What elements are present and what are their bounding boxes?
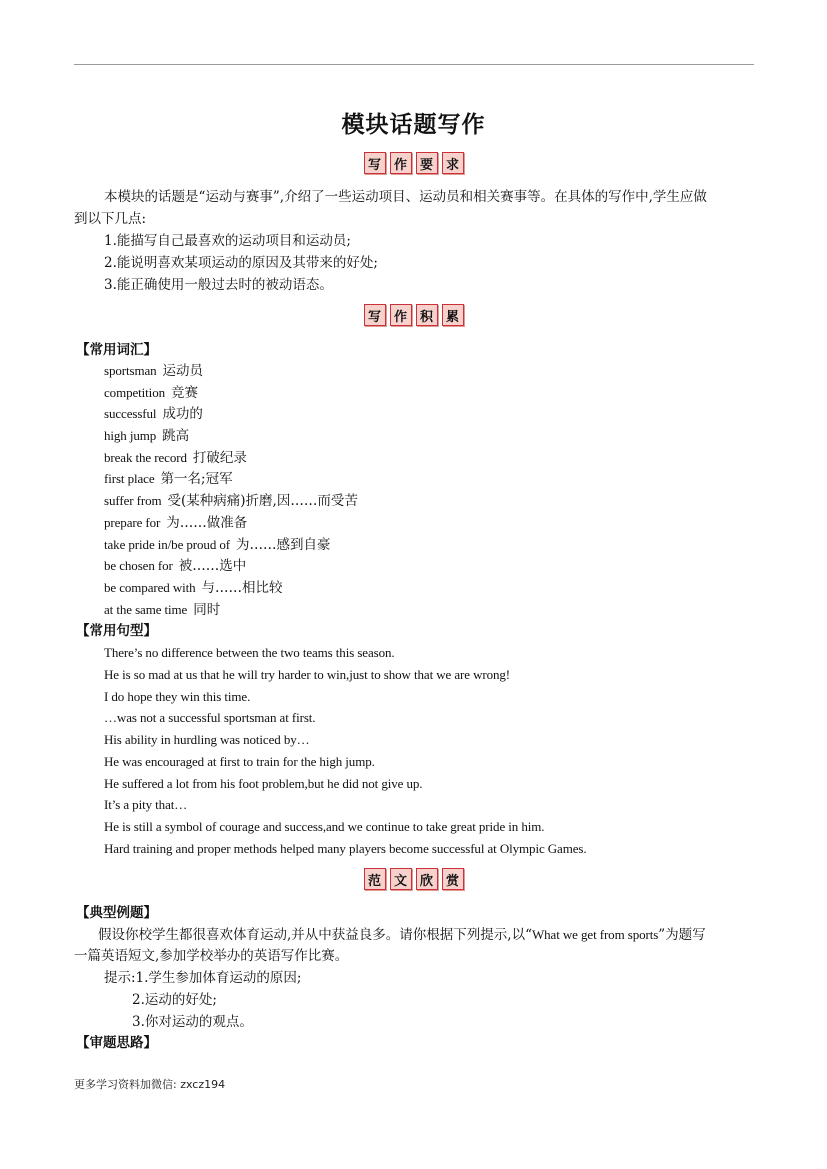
page-title: 模块话题写作 <box>341 111 486 138</box>
sentence-item: There’s no difference between the two teams this season. <box>104 645 395 660</box>
banner-char: 求 <box>442 152 464 174</box>
footer-note: 更多学习资料加微信: zxcz194 <box>74 1078 226 1091</box>
vocab-en: be compared with <box>104 580 196 595</box>
banner-char: 文 <box>390 868 412 890</box>
vocab-cn: 跳高 <box>162 428 190 444</box>
vocab-item <box>104 404 203 424</box>
banner-char: 要 <box>416 152 438 174</box>
section-banner-appreciation <box>0 868 827 892</box>
banner-char: 累 <box>442 304 464 326</box>
banner-char: 作 <box>390 152 412 174</box>
vocab-item <box>104 491 358 511</box>
sentence-item: He suffered a lot from his foot problem,but he did not give up. <box>104 776 423 791</box>
banner-char: 积 <box>416 304 438 326</box>
vocab-en: prepare for <box>104 515 161 530</box>
banner-char: 赏 <box>442 868 464 890</box>
vocab-item <box>104 578 283 598</box>
vocab-en: suffer from <box>104 493 162 508</box>
sentence-item: He is still a symbol of courage and success,and we continue to take great pride in him. <box>104 819 545 834</box>
vocab-cn: 打破纪录 <box>192 450 247 466</box>
sentence-item: It’s a pity that… <box>104 797 188 812</box>
banner-char: 欣 <box>416 868 438 890</box>
vocab-item <box>104 426 189 446</box>
vocab-cn: 成功的 <box>162 406 203 422</box>
vocab-item <box>104 361 203 381</box>
vocab-en: take pride in/be proud of <box>104 537 231 552</box>
vocab-cn: 同时 <box>193 602 221 618</box>
vocab-cn: 运动员 <box>162 363 204 379</box>
vocab-heading: 【常用词汇】 <box>76 342 157 358</box>
vocab-item <box>104 535 331 555</box>
banner-char: 写 <box>364 304 386 326</box>
sentences-heading: 【常用句型】 <box>76 623 157 639</box>
example-prompt-line2: 一篇英语短文,参加学校举办的英语写作比赛。 <box>74 948 349 964</box>
vocab-item <box>104 556 246 576</box>
vocab-cn: 受(某种病痛)折磨,因……而受苦 <box>167 493 358 509</box>
sentence-item: I do hope they win this time. <box>104 689 251 704</box>
sentence-item: His ability in hurdling was noticed by… <box>104 732 310 747</box>
vocab-item <box>104 383 198 403</box>
vocab-cn: 与……相比较 <box>201 580 283 596</box>
sentence-item: …was not a successful sportsman at first. <box>104 710 316 725</box>
example-prompt-title: What we get from sports <box>531 927 659 942</box>
vocab-en: high jump <box>104 428 157 443</box>
example-heading: 【典型例题】 <box>76 905 157 921</box>
vocab-en: first place <box>104 471 155 486</box>
vocab-en: be chosen for <box>104 558 173 573</box>
vocab-cn: 第一名;冠军 <box>160 471 233 487</box>
vocab-en: sportsman <box>104 363 157 378</box>
vocab-en: competition <box>104 385 165 400</box>
section-banner-requirements <box>0 152 827 176</box>
requirement-point: 1.能描写自己最喜欢的运动项目和运动员; <box>104 233 351 249</box>
analysis-heading: 【审题思路】 <box>76 1035 157 1051</box>
example-prompt-line1 <box>98 925 706 945</box>
banner-char: 范 <box>364 868 386 890</box>
vocab-cn: 为……感到自豪 <box>236 537 331 553</box>
vocab-cn: 被……选中 <box>178 558 247 574</box>
intro-paragraph-line2: 到以下几点: <box>74 211 147 227</box>
section-banner-accumulation <box>0 304 827 328</box>
vocab-en: at the same time <box>104 602 188 617</box>
example-hint: 提示:1.学生参加体育运动的原因; <box>104 970 302 986</box>
example-hint: 2.运动的好处; <box>132 992 217 1008</box>
vocab-item <box>104 600 220 620</box>
vocab-cn: 竞赛 <box>171 385 198 401</box>
sentence-item: He is so mad at us that he will try harder to win,just to show that we are wrong! <box>104 667 511 682</box>
vocab-en: successful <box>104 406 157 421</box>
sentence-item: He was encouraged at first to train for the high jump. <box>104 754 375 769</box>
vocab-en: break the record <box>104 450 187 465</box>
vocab-item <box>104 469 233 489</box>
example-prompt-end: ”为题写 <box>658 927 706 943</box>
example-prompt-cn: 假设你校学生都很喜欢体育运动,并从中获益良多。请你根据下列提示,以“ <box>98 927 532 943</box>
banner-char: 写 <box>364 152 386 174</box>
banner-char: 作 <box>390 304 412 326</box>
example-hint: 3.你对运动的观点。 <box>132 1014 253 1030</box>
vocab-item <box>104 448 247 468</box>
intro-paragraph-line1: 本模块的话题是“运动与赛事”,介绍了一些运动项目、运动员和相关赛事等。在具体的写作中,学生应做 <box>104 189 707 205</box>
header-rule <box>74 64 754 65</box>
vocab-cn: 为……做准备 <box>166 515 248 531</box>
requirement-point: 2.能说明喜欢某项运动的原因及其带来的好处; <box>104 255 378 271</box>
sentence-item: Hard training and proper methods helped many players become successful at Olympic Games. <box>104 841 587 856</box>
requirement-point: 3.能正确使用一般过去时的被动语态。 <box>104 277 333 293</box>
vocab-item <box>104 513 247 533</box>
